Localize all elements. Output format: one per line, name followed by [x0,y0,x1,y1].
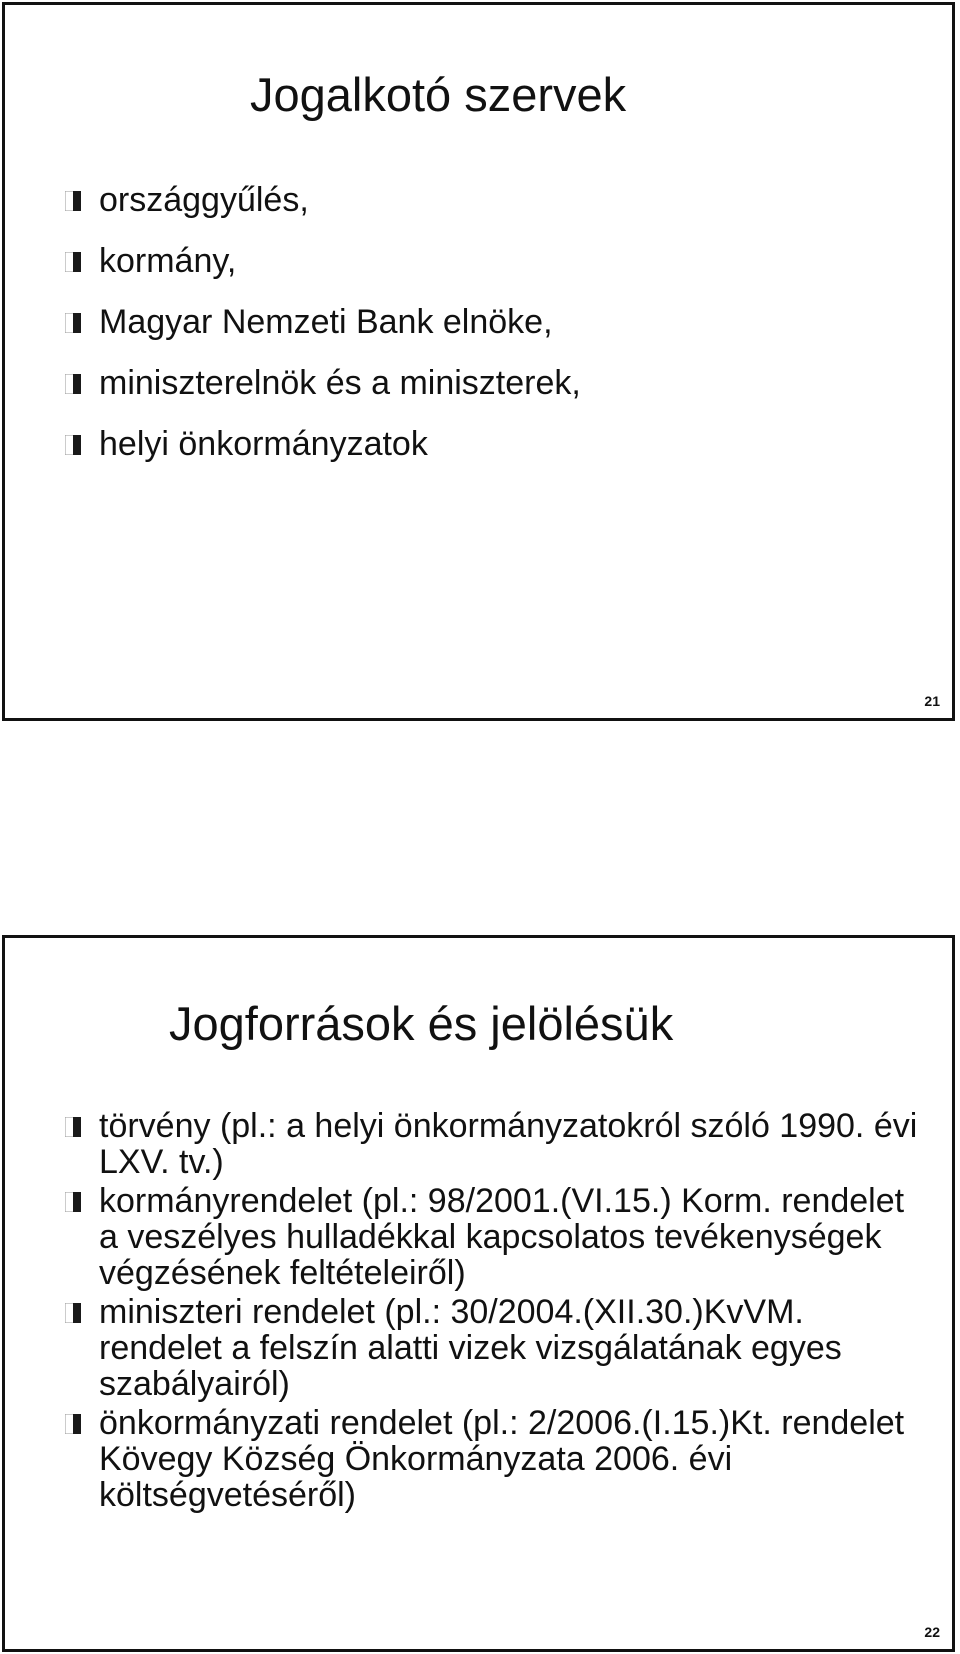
bullet-list [65,182,925,487]
square-bullet-icon [65,1117,81,1137]
slide-title: Jogalkotó szervek [250,68,627,121]
bullet-text: helyi önkormányzatok [99,425,428,463]
bullet-list [65,1108,925,1516]
list-item [65,1405,925,1513]
bullet-text: miniszterelnök és a miniszterek, [99,364,581,402]
square-bullet-icon [65,374,81,394]
slide-1 [2,2,955,721]
bullet-text: országgyűlés, [99,181,309,219]
square-bullet-icon [65,435,81,455]
square-bullet-icon [65,1414,81,1434]
list-item [65,243,925,304]
bullet-text: kormány, [99,242,237,280]
list-item [65,1183,925,1291]
square-bullet-icon [65,1303,81,1323]
list-item [65,1108,925,1180]
square-bullet-icon [65,1192,81,1212]
bullet-text: önkormányzati rendelet (pl.: 2/2006.(I.15.)Kt. rendelet Kövegy Község Önkormányzata 2006. évi költségvetéséről) [99,1404,905,1514]
list-item [65,1294,925,1402]
bullet-text: törvény (pl.: a helyi önkormányzatokról szóló 1990. évi LXV. tv.) [99,1107,918,1181]
bullet-text: miniszteri rendelet (pl.: 30/2004.(XII.30.)KvVM. rendelet a felszín alatti vizek vizsgálatának egyes szabályairól) [99,1293,842,1403]
bullet-text: Magyar Nemzeti Bank elnöke, [99,303,553,341]
square-bullet-icon [65,191,81,211]
slide-2 [2,935,955,1652]
list-item [65,426,925,487]
slide-number: 21 [924,693,940,709]
list-item [65,365,925,426]
list-item [65,304,925,365]
slide-title: Jogforrások és jelölésük [169,997,674,1050]
list-item [65,182,925,243]
slide-number: 22 [924,1624,940,1640]
bullet-text: kormányrendelet (pl.: 98/2001.(VI.15.) Korm. rendelet a veszélyes hulladékkal kapcsolatos tevékenységek végzésének feltételeiről) [99,1182,905,1292]
square-bullet-icon [65,252,81,272]
square-bullet-icon [65,313,81,333]
